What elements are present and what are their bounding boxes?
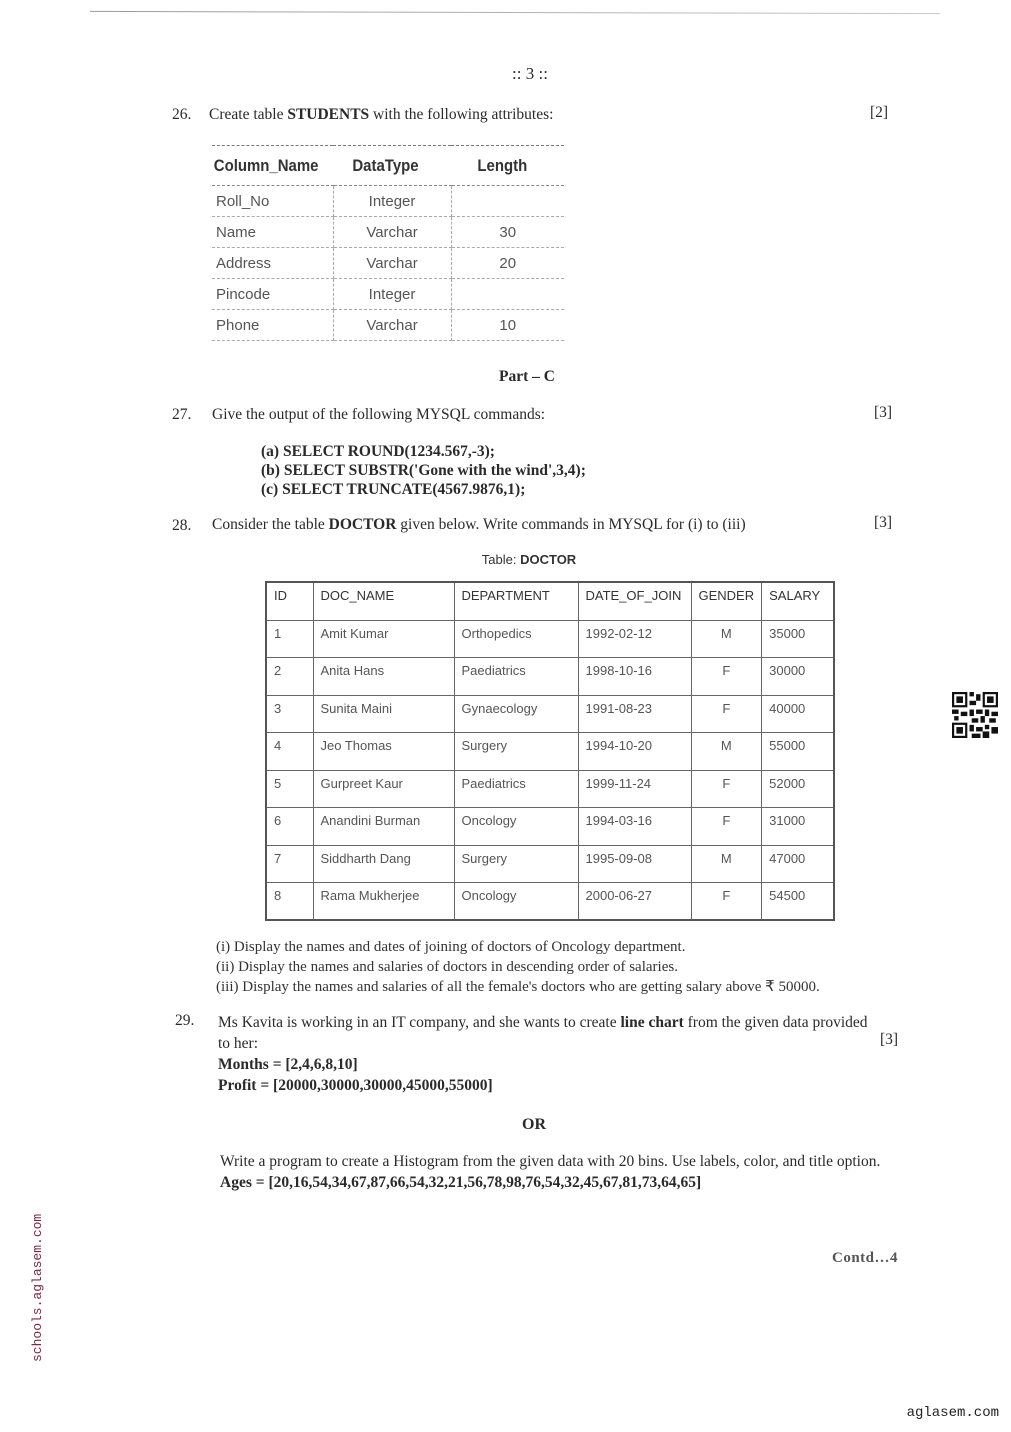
cell-department: Gynaecology [454,695,578,733]
cell-doc-name: Amit Kumar [313,620,454,658]
cell [451,186,564,217]
cell: Integer [333,186,451,217]
cell-id: 1 [266,620,313,658]
cell-department: Surgery [454,845,578,883]
cell-doc-name: Gurpreet Kaur [313,770,454,808]
section-heading-part-c: Part – C [499,368,555,385]
question-28-text [212,516,746,534]
months-data: Months = [2,4,6,8,10] [218,1056,358,1073]
qr-code-icon [952,692,998,738]
cell: Phone [212,310,333,341]
cell-id: 6 [266,808,313,846]
cell-gender: M [691,733,762,771]
q28-text-pre: Consider the table [212,516,329,533]
question-28-marks: [3] [874,514,893,531]
cell: 30 [451,217,564,248]
cell-date-of-join: 1991-08-23 [578,695,691,733]
table-row [266,808,834,846]
continued-label: Contd…4 [832,1250,899,1266]
table-row [212,186,564,217]
cell-date-of-join: 1994-10-20 [578,733,691,771]
cell-gender: M [691,845,762,883]
q28-text-post: given below. Write commands in MYSQL for (i) to (iii) [396,516,746,533]
cell: Integer [333,279,451,310]
subquestion-i: (i) Display the names and dates of joining of doctors of Oncology department. [216,939,686,955]
q29-text-post: from the given data provided to her: [218,1014,868,1052]
q26-text-pre: Create table [209,106,288,123]
q26-table-name: STUDENTS [287,106,370,123]
cell-doc-name: Siddharth Dang [313,845,454,883]
cell-id: 4 [266,733,313,771]
header-salary: SALARY [762,582,834,620]
cell-salary: 52000 [762,770,834,808]
question-27-text: Give the output of the following MYSQL commands: [212,406,546,423]
cell-id: 5 [266,770,313,808]
cell: Varchar [333,310,451,341]
cell-department: Surgery [454,733,578,771]
cell-date-of-join: 2000-06-27 [578,883,691,921]
cell-id: 2 [266,658,313,696]
cell-gender: F [691,883,762,921]
cell: Varchar [333,248,451,279]
cell: Varchar [333,217,451,248]
subquestion-iii: (iii) Display the names and salaries of all the female's doctors who are getting salary above ₹ 50000. [216,979,820,995]
cell: 20 [451,248,564,279]
sql-command-c: (c) SELECT TRUNCATE(4567.9876,1); [261,481,526,498]
histogram-text: Write a program to create a Histogram from the given data with 20 bins. Use labels, color, and title option. [220,1153,881,1170]
cell-department: Paediatrics [454,658,578,696]
question-27-number: 27. [172,406,192,423]
cell-doc-name: Sunita Maini [313,695,454,733]
question-27-marks: [3] [874,404,893,421]
table-row [266,620,834,658]
cell-gender: M [691,620,762,658]
cell-salary: 35000 [762,620,834,658]
cell-department: Paediatrics [454,770,578,808]
cell [451,279,564,310]
sql-command-b: (b) SELECT SUBSTR('Gone with the wind',3,4); [261,462,586,479]
table-row [212,310,564,341]
cell: 10 [451,310,564,341]
cell: Address [212,248,333,279]
question-29-marks: [3] [880,1031,899,1048]
table-row [212,248,564,279]
q29-chart-type: line chart [620,1014,684,1031]
table-header-row [266,582,834,620]
cell-salary: 31000 [762,808,834,846]
cell: Roll_No [212,186,333,217]
cell-department: Orthopedics [454,620,578,658]
header-department: DEPARTMENT [454,582,578,620]
cell-salary: 40000 [762,695,834,733]
doctor-table [265,581,835,921]
question-26-number: 26. [172,106,192,123]
table-header-row [212,146,564,186]
histogram-alternative [220,1151,900,1193]
profit-data: Profit = [20000,30000,30000,45000,55000] [218,1077,493,1094]
question-29-body [218,1012,878,1096]
cell-department: Oncology [454,883,578,921]
cell-salary: 30000 [762,658,834,696]
header-doc-name: DOC_NAME [313,582,454,620]
question-26-marks: [2] [870,104,889,121]
q29-text-pre: Ms Kavita is working in an IT company, and she wants to create [218,1014,621,1031]
question-28-number: 28. [172,517,192,534]
cell-date-of-join: 1994-03-16 [578,808,691,846]
sql-commands-list [261,442,586,499]
cell: Pincode [212,279,333,310]
table-row [266,845,834,883]
cell-id: 3 [266,695,313,733]
q28-subquestions [216,937,820,997]
header-datatype: DataType [333,146,437,186]
cell-gender: F [691,770,762,808]
cell-date-of-join: 1995-09-08 [578,845,691,883]
cell-salary: 47000 [762,845,834,883]
table-row [212,279,564,310]
cell-salary: 54500 [762,883,834,921]
cell-doc-name: Jeo Thomas [313,733,454,771]
cell-date-of-join: 1999-11-24 [578,770,691,808]
header-id: ID [266,582,313,620]
question-26-text [209,106,553,124]
q28-table-name: DOCTOR [328,516,397,533]
subquestion-ii: (ii) Display the names and salaries of doctors in descending order of salaries. [216,959,678,975]
table-row [266,733,834,771]
cell: Name [212,217,333,248]
caption-prefix: Table: [481,552,521,567]
header-date-of-join: DATE_OF_JOIN [578,582,691,620]
cell-date-of-join: 1992-02-12 [578,620,691,658]
header-length: Length [451,146,550,186]
doctor-table-caption [0,552,1011,567]
cell-doc-name: Anandini Burman [313,808,454,846]
page-number: :: 3 :: [512,64,548,83]
cell-salary: 55000 [762,733,834,771]
cell-department: Oncology [454,808,578,846]
cell-id: 8 [266,883,313,921]
sql-command-a: (a) SELECT ROUND(1234.567,-3); [261,443,495,460]
page-top-rule [90,11,940,14]
cell-id: 7 [266,845,313,883]
bottom-watermark: aglasem.com [906,1405,999,1421]
cell-date-of-join: 1998-10-16 [578,658,691,696]
caption-table-name: DOCTOR [520,552,577,567]
table-row [266,883,834,921]
question-29-text [218,1012,878,1054]
table-row [266,770,834,808]
students-attributes-table [212,145,564,341]
q26-text-post: with the following attributes: [369,106,554,123]
header-gender: GENDER [691,582,762,620]
or-separator: OR [522,1116,546,1133]
cell-gender: F [691,808,762,846]
table-row [212,217,564,248]
cell-gender: F [691,695,762,733]
table-row [266,695,834,733]
table-row [266,658,834,696]
cell-gender: F [691,658,762,696]
cell-doc-name: Anita Hans [313,658,454,696]
cell-doc-name: Rama Mukherjee [313,883,454,921]
side-watermark: schools.aglasem.com [30,1213,45,1362]
question-29-number: 29. [175,1012,195,1029]
ages-data: Ages = [20,16,54,34,67,87,66,54,32,21,56,78,98,76,54,32,45,67,81,73,64,65] [220,1174,702,1191]
header-column-name: Column_Name [212,146,319,186]
